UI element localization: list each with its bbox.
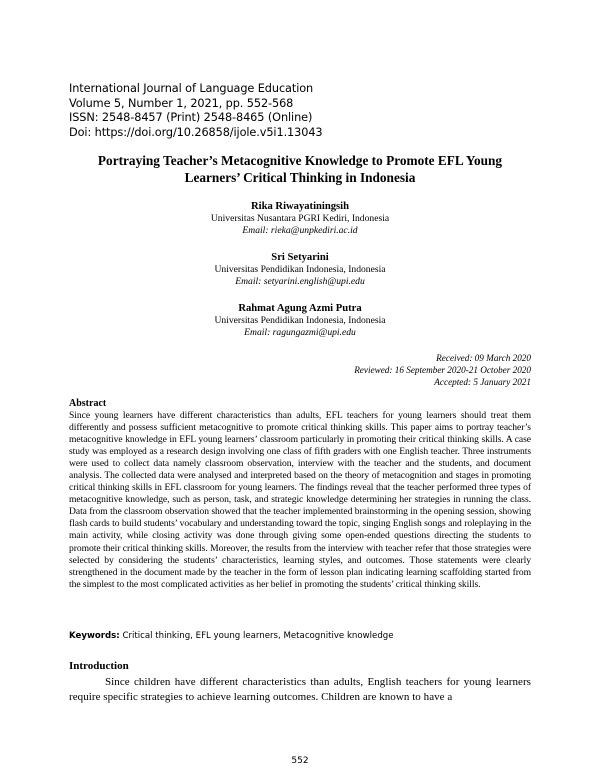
author-block: [69, 200, 531, 238]
abstract-text: Since young learners have different characteristics than adults, EFL teachers for young learners should treat them differently and possess sufficient metacognitive to promote critical thinking skills. This paper aims to portray teacher’s metacognitive knowledge in EFL young learners’ classroom particularly in promoting their critical thinking skills. A case study was employed as a research design involving one class of fifth graders with one English teacher. Three instruments were used to collect data namely classroom observation, interview with the teacher and the students, and document analysis. The collected data were analysed and interpreted based on the theory of metacognition and stages in promoting critical thinking skills in EFL classroom for young learners. The findings reveal that the teacher performed three types of metacognitive knowledge, such as person, task, and strategic knowledge determining her strategies in running the class. Data from the classroom observation showed that the teacher implemented brainstorming in the opening session, showing flash cards to build students’ vocabulary and understanding toward the topic, singing English songs and roleplaying in the main activity, while closing activity was done through giving some open-ended questions directing the students to promote their critical thinking skills. Moreover, the results from the interview with teacher refer that those strategies were selected by considering the students’ characteristics, learning styles, and outcomes. Those statements were clearly strengthened in the document made by the teacher in the form of lesson plan indicating learning scaffolding started from the simplest to the most complicated activities as her belief in promoting the students’ critical thinking skills.: [69, 410, 531, 590]
reviewed-date: Reviewed: 16 September 2020-21 October 2020: [354, 365, 531, 375]
keywords-text: Critical thinking, EFL young learners, Metacognitive knowledge: [119, 631, 394, 641]
author-email: Email: rieka@unpkediri.ac.id: [242, 225, 358, 237]
author-name: Sri Setyarini: [271, 252, 329, 263]
author-block: [69, 302, 531, 340]
accepted-date: Accepted: 5 January 2021: [434, 377, 531, 387]
author-name: Rika Riwayatiningsih: [250, 201, 350, 212]
keywords: [69, 630, 531, 642]
journal-header: [69, 82, 539, 140]
submission-dates: [69, 352, 531, 388]
received-date: Received: 09 March 2020: [436, 353, 531, 363]
page-number: 552: [291, 756, 309, 766]
journal-issn: ISSN: 2548-8457 (Print) 2548-8465 (Online): [69, 111, 313, 125]
author-name: Rahmat Agung Azmi Putra: [238, 303, 362, 314]
author-block: [69, 251, 531, 289]
introduction-text: Since children have different characteristics than adults, English teachers for young learners require specific strategies to achieve learning outcomes. Children are known to have a: [69, 676, 531, 704]
author-email: Email: setyarini.english@upi.edu: [235, 276, 365, 288]
abstract-heading: Abstract: [69, 398, 107, 409]
journal-name: International Journal of Language Education: [69, 82, 314, 95]
author-affiliation: Universitas Pendidikan Indonesia, Indonesia: [214, 315, 386, 326]
introduction-heading: Introduction: [69, 660, 129, 672]
author-email: Email: ragungazmi@upi.edu: [244, 327, 356, 339]
keywords-label: Keywords:: [69, 631, 120, 641]
author-affiliation: Universitas Nusantara PGRI Kediri, Indonesia: [210, 213, 390, 224]
journal-doi: Doi: https://doi.org/10.26858/ijole.v5i1.13043: [69, 125, 323, 139]
paper-title: Portraying Teacher’s Metacognitive Knowledge to Promote EFL Young Learners’ Critical Thinking in Indonesia: [97, 153, 503, 185]
author-affiliation: Universitas Pendidikan Indonesia, Indonesia: [214, 264, 386, 275]
journal-volume: Volume 5, Number 1, 2021, pp. 552-568: [69, 96, 294, 110]
